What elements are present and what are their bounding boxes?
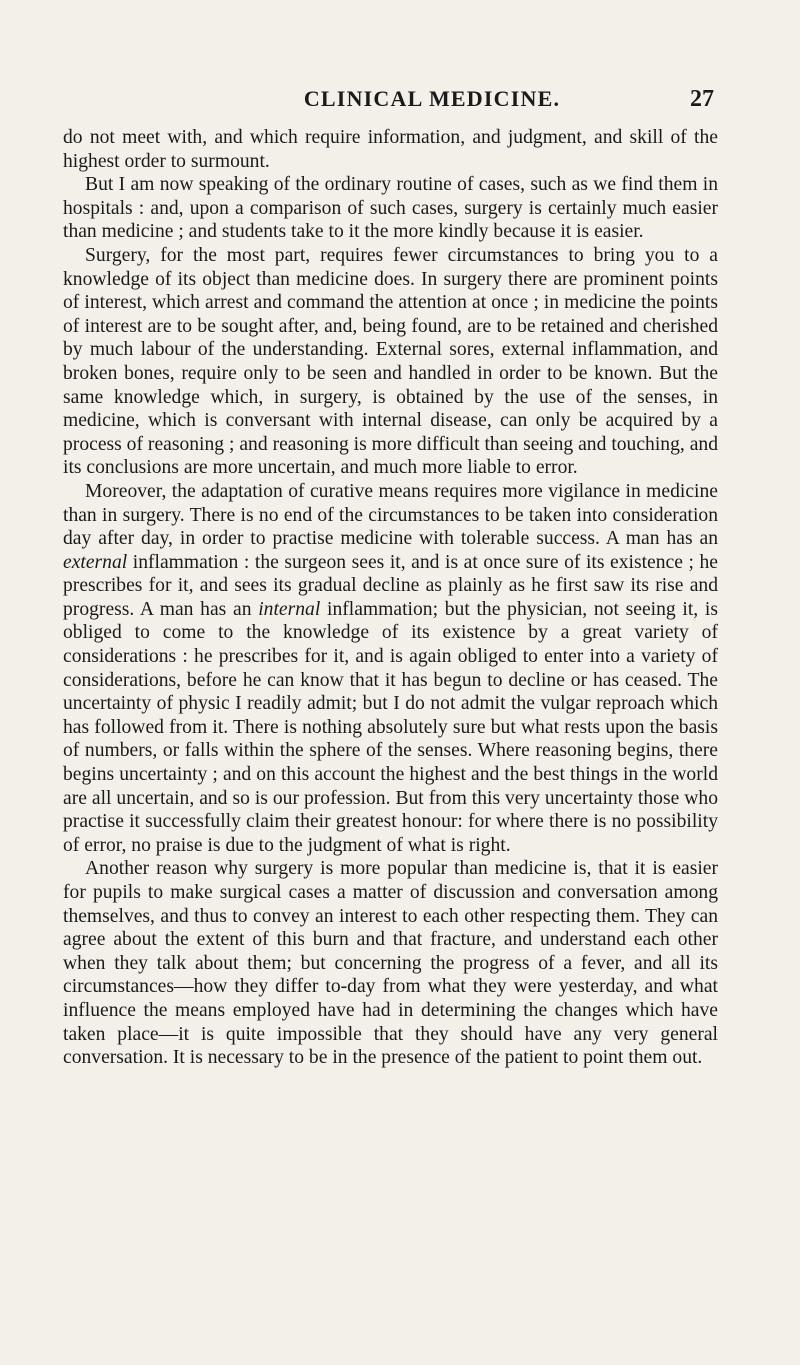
- paragraph-routine-cases: But I am now speaking of the ordinary routine of cases, such as we find them in hospitals : and, upon a comparison of such cases, surgery is certainly much easier than medicine ; and students take to it the more kindly because it is easier.: [63, 174, 718, 243]
- running-head: [150, 86, 714, 116]
- emphasis-external: external: [63, 551, 128, 573]
- paragraph-surgery-circumstances: Surgery, for the most part, requires fewer circumstances to bring you to a knowledge of its object than medicine does. In surgery there are prominent points of interest, which arrest and command the attention at once ; in medicine the points of interest are to be sought after, and, being found, are to be retained and cherished by much labour of the understanding. External sores, external inflammation, and broken bones, require only to be seen and handled in order to be known. But the same knowledge which, in surgery, is obtained by the use of the senses, in medicine, which is conversant with internal disease, can only be acquired by a process of reasoning ; and reasoning is more difficult than seeing and touching, and its conclusions are more uncertain, and much more liable to error.: [63, 244, 718, 479]
- emphasis-internal: internal: [258, 598, 321, 620]
- body-text: [63, 126, 718, 1070]
- paragraph-continued: do not meet with, and which require information, and judgment, and skill of the highest order to surmount.: [63, 127, 718, 172]
- running-title: CLINICAL MEDICINE.: [303, 86, 561, 111]
- paragraph-part: inflammation; but the physician, not seeing it, is obliged to come to the knowledge of its existence by a great variety of considerations : he prescribes for it, and is again obliged to enter into a variety of considerations, before he can know that it has begun to decline or has ceased. The uncertainty of physic I readily admit; but I do not admit the vulgar reproach which has followed from it. There is nothing absolutely sure but what rests upon the basis of numbers, or falls within the sphere of the senses. Where reasoning begins, there begins uncertainty ; and on this account the highest and the best things in the world are all uncertain, and so is our profession. But from this very uncertainty those who practise it successfully claim their greatest honour: for where there is no possibility of error, no praise is due to the judgment of what is right.: [63, 598, 718, 856]
- paragraph-another-reason: Another reason why surgery is more popular than medicine is, that it is easier for pupils to make surgical cases a matter of discussion and conversation among themselves, and thus to convey an interest to each other respecting them. They can agree about the extent of this burn and that fracture, and understand each other when they talk about them; but concerning the progress of a fever, and all its circumstances—how they differ to-day from what they were yesterday, and what influence the means employed have had in determining the changes which have taken place—it is quite impossible that they should have any very general conversation. It is necessary to be in the presence of the patient to point them out.: [63, 858, 718, 1069]
- page-number: 27: [690, 86, 714, 112]
- paragraph-part: inflammation : the surgeon sees it, and is at once sure of its existence ; he prescribes for it, and sees its gradual decline as plainly as he first saw its rise and progress. A man has an: [63, 551, 718, 620]
- paragraph-curative-means: [63, 480, 718, 858]
- paragraph-part: Moreover, the adaptation of curative means requires more vigilance in medicine than in surgery. There is no end of the circumstances to be taken into consideration day after day, in order to practise medicine with tolerable success. A man has an: [63, 480, 718, 550]
